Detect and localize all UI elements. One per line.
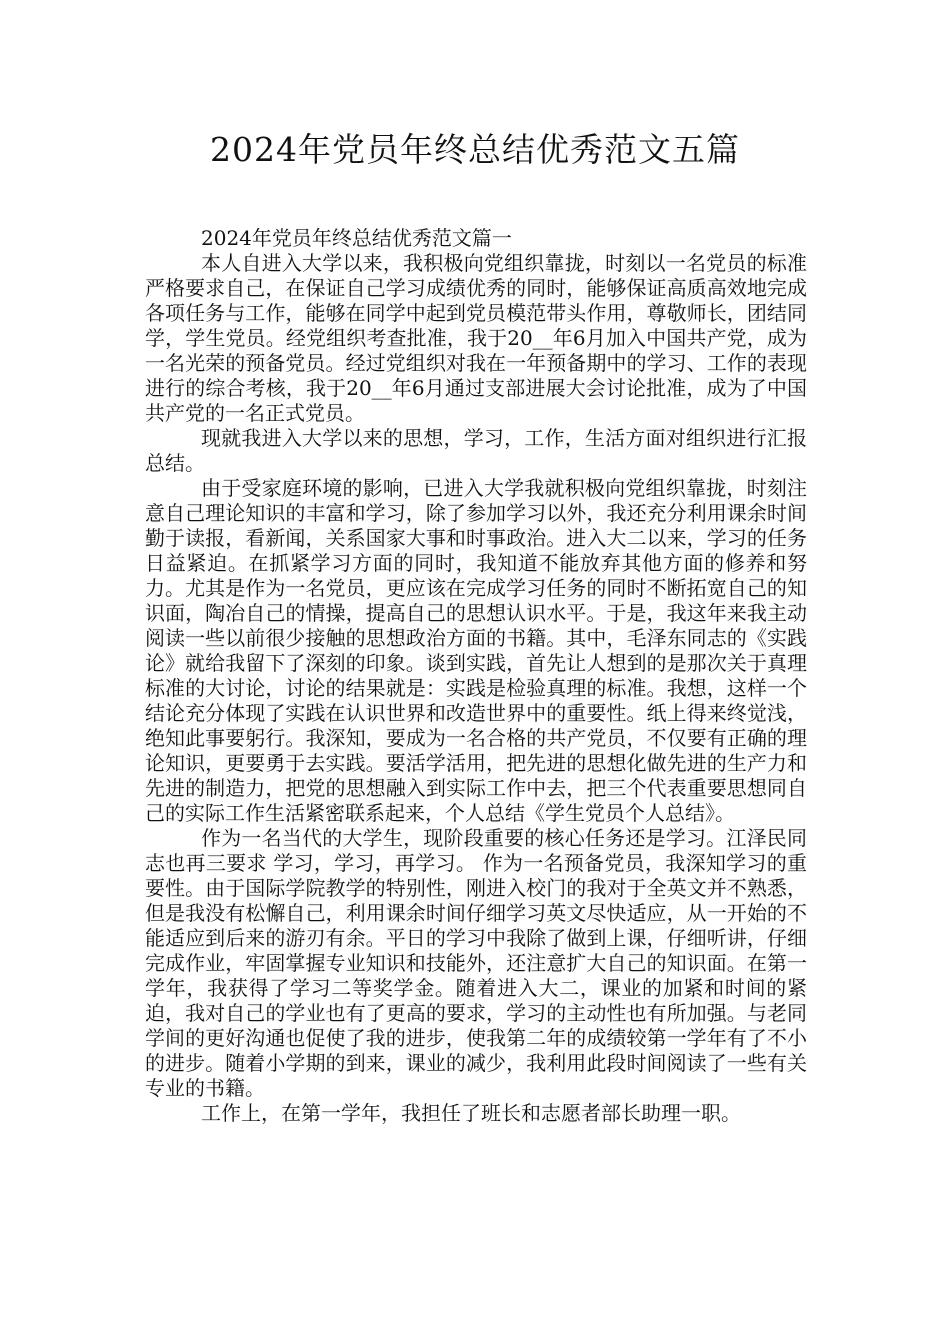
paragraph-intro: 本人自进入大学以来，我积极向党组织靠拢，时刻以一名党员的标准严格要求自己，在保证自己学习成绩优秀的同时，能够保证高质高效地完成各项任务与工作，能够在同学中起到党员模范带头作用，尊敬师长，团结同学，学生党员。经党组织考查批准，我于20__年6月加入中国共产党，成为一名光荣的预备党员。经过党组织对我在一年预备期中的学习、工作的表现进行的综合考核，我于20__年6月通过支部进展大会讨论批准，成为了中国共产党的一名正式党员。 (145, 251, 807, 425)
document-title: 2024年党员年终总结优秀范文五篇 (210, 130, 740, 169)
paragraph-study: 作为一名当代的大学生，现阶段重要的核心任务还是学习。江泽民同志也再三要求 学习，学习，再学习。 作为一名预备党员，我深知学习的重要性。由于国际学院教学的特别性，刚进入校门的我对于全英文并不熟悉，但是我没有松懈自己，利用课余时间仔细学习英文尽快适应，从一开始的不能适应到后来的游刃有余。平日的学习中我除了做到上课，仔细听讲，仔细完成作业，牢固掌握专业知识和技能外，还注意扩大自己的知识面。在第一学年，我获得了学习二等奖学金。随着进入大二，课业的加紧和时间的紧迫，我对自己的学业也有了更高的要求，学习的主动性也有所加强。与老同学间的更好沟通也促使了我的进步，使我第二年的成绩较第一学年有了不小的进步。随着小学期的到来，课业的减少，我利用此段时间阅读了一些有关专业的书籍。 (145, 826, 807, 1100)
paragraph-thought: 由于受家庭环境的影响，已进入大学我就积极向党组织靠拢，时刻注意自己理论知识的丰富和学习，除了参加学习以外，我还充分利用课余时间勤于读报，看新闻，关系国家大事和时事政治。进入大二以来，学习的任务日益紧迫。在抓紧学习方面的同时，我知道不能放弃其他方面的修养和努力。尤其是作为一名党员，更应该在完成学习任务的同时不断拓宽自己的知识面，陶冶自己的情操，提高自己的思想认识水平。于是，我这年来我主动阅读一些以前很少接触的思想政治方面的书籍。其中，毛泽东同志的《实践论》就给我留下了深刻的印象。谈到实践，首先让人想到的是那次关于真理标准的大讨论，讨论的结果就是：实践是检验真理的标准。我想，这样一个结论充分体现了实践在认识世界和改造世界中的重要性。纸上得来终觉浅，绝知此事要躬行。我深知，要成为一名合格的共产党员，不仅要有正确的理论知识，更要勇于去实践。要活学活用，把先进的思想化做先进的生产力和先进的制造力，把党的思想融入到实际工作中去，把三个代表重要思想同自己的实际工作生活紧密联系起来，个人总结《学生党员个人总结》。 (145, 476, 807, 825)
paragraph-work: 工作上，在第一学年，我担任了班长和志愿者部长助理一职。 (201, 1101, 741, 1125)
document-body (145, 226, 807, 1126)
paragraph-summary-intro: 现就我进入大学以来的思想，学习，工作，生活方面对组织进行汇报总结。 (145, 426, 807, 475)
section-heading: 2024年党员年终总结优秀范文篇一 (201, 226, 512, 250)
